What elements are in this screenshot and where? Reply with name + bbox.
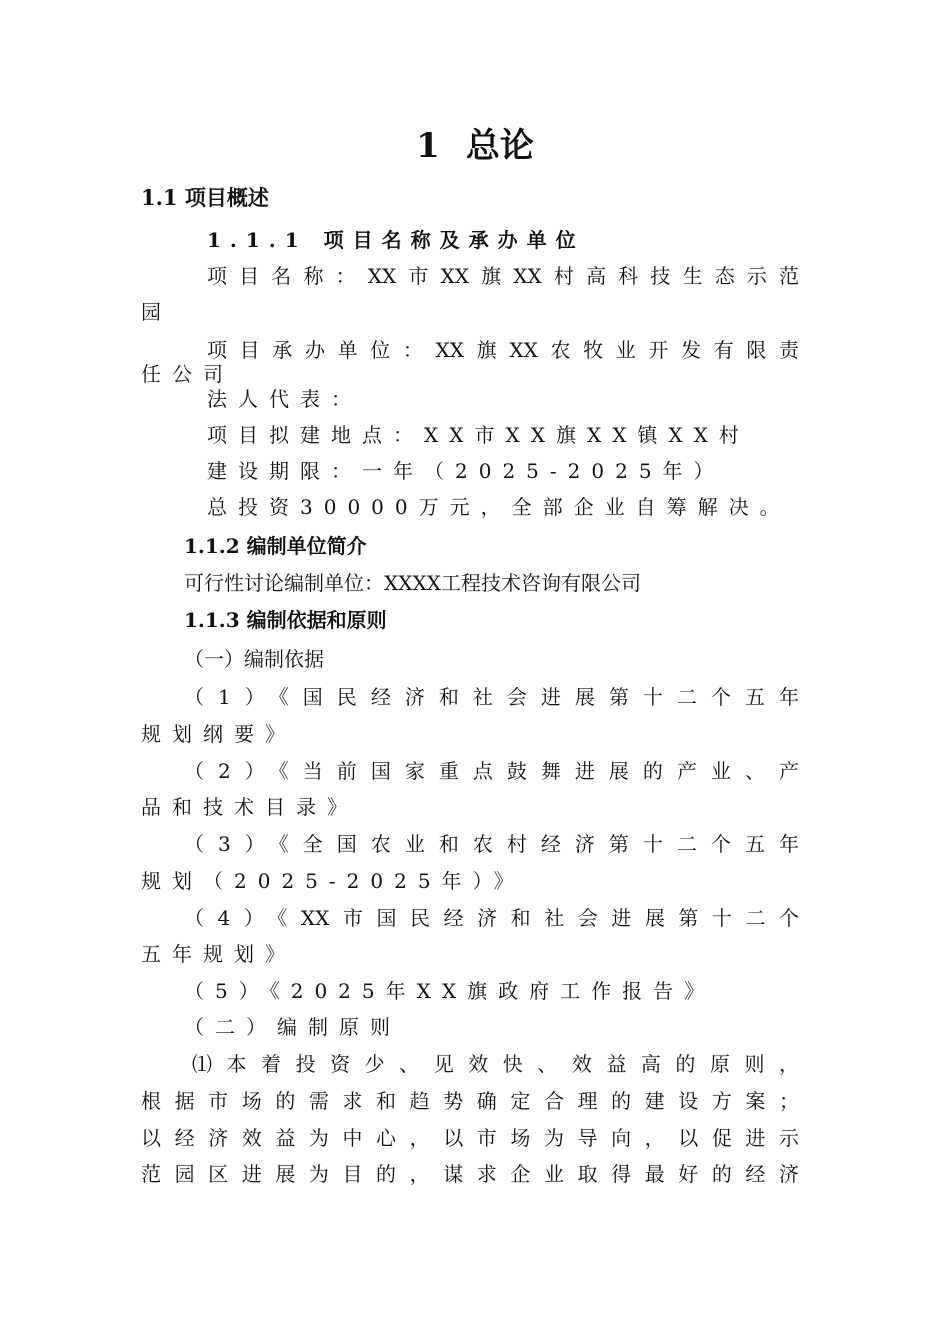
basis-item-5: （5）《2025年XX旗政府工作报告》	[184, 979, 716, 1003]
section-1-1-title: 1.1 项目概述	[141, 185, 269, 210]
legal-representative: 法人代表：	[207, 387, 362, 411]
construction-period: 建设期限：一年（2025-2025年）	[207, 459, 725, 483]
principle-heading: （二）编制原则	[184, 1015, 401, 1039]
basis-item-3-line1: （3）《全国农业和农村经济第十二个五年	[184, 832, 799, 856]
principle-line-3: 以经济效益为中心，以市场为导向，以促进示	[141, 1126, 799, 1150]
basis-item-2-line2: 品和技术目录》	[141, 795, 358, 819]
project-location: 项目拟建地点：XX市XX旗XX镇XX村	[207, 423, 750, 447]
basis-item-2-line1: （2）《当前国家重点鼓舞进展的产业、产	[184, 759, 799, 783]
undertaker-line2: 任公司	[141, 362, 234, 386]
subsection-1-1-2-title: 1.1.2 编制单位简介	[184, 534, 367, 558]
basis-item-4-line2: 五年规划》	[141, 942, 296, 966]
chapter-title: 总论	[465, 126, 534, 166]
principle-line-1: ⑴本着投资少、见效快、效益高的原则，	[192, 1052, 799, 1076]
basis-item-3-line2: 规划（2025-2025年）》	[141, 869, 525, 893]
chapter-number: 1	[416, 126, 440, 166]
basis-item-1-line2: 规划纲要》	[141, 722, 296, 746]
principle-line-2: 根据市场的需求和趋势确定合理的建设方案；	[141, 1089, 799, 1113]
basis-item-4-line1: （4）《XX市国民经济和社会进展第十二个	[184, 906, 799, 930]
basis-item-1-line1: （1）《国民经济和社会进展第十二个五年	[184, 685, 799, 709]
basis-heading: （一）编制依据	[184, 647, 324, 671]
undertaker-line1: 项目承办单位：XX旗XX农牧业开发有限责	[207, 338, 799, 362]
subsection-1-1-3-title: 1.1.3 编制依据和原则	[184, 608, 387, 632]
project-name-line2: 园	[141, 300, 161, 324]
principle-line-4: 范园区进展为目的，谋求企业取得最好的经济	[141, 1162, 799, 1186]
project-name-line1: 项目名称：XX市XX旗XX村高科技生态示范	[207, 264, 799, 288]
subsection-1-1-1-title: 1.1.1 项目名称及承办单位	[207, 228, 585, 252]
compiler-unit-text: 可行性讨论编制单位：XXXX工程技术咨询有限公司	[184, 571, 641, 595]
total-investment: 总投资30000万元，全部企业自筹解决。	[207, 495, 791, 519]
chapter-heading	[0, 124, 950, 168]
